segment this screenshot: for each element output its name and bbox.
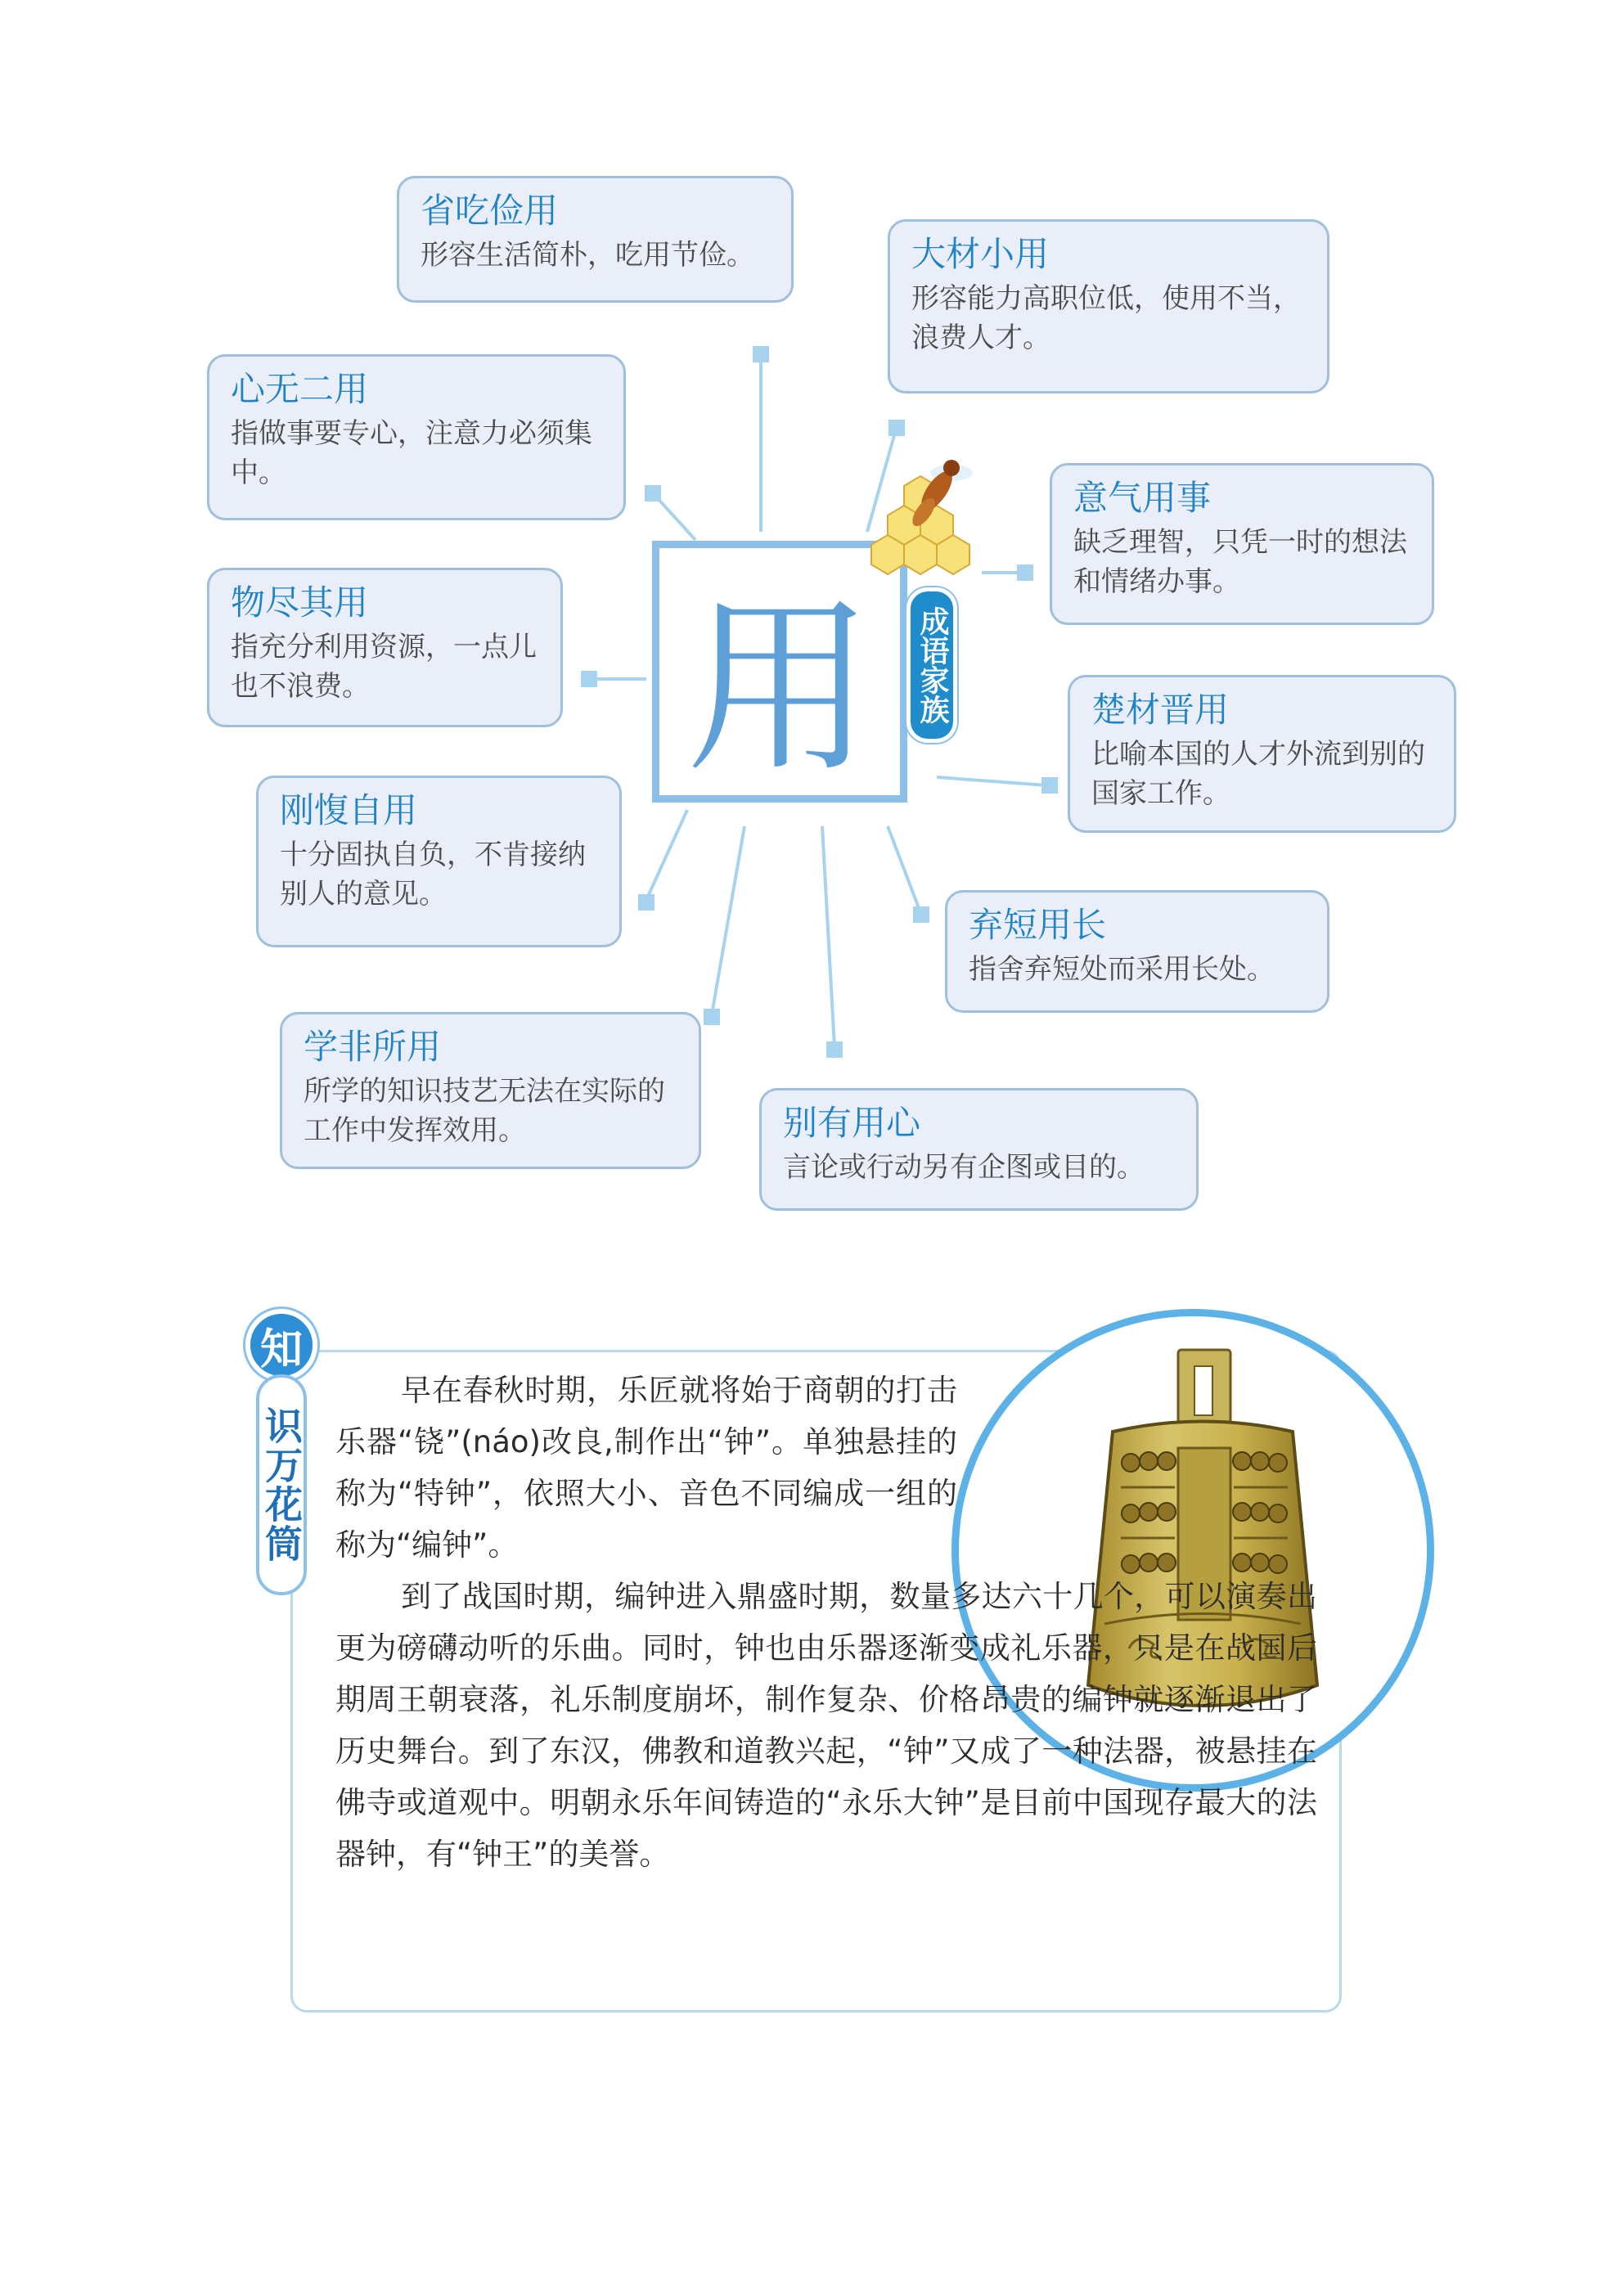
idiom-description: 所学的知识技艺无法在实际的工作中发挥效用。 — [304, 1075, 665, 1147]
idiom-title: 学非所用 — [304, 1027, 442, 1067]
idiom-description: 指舍弃短处而采用长处。 — [969, 953, 1275, 986]
idiom-card-bie-you-yong-xin — [759, 1088, 1199, 1211]
idiom-title: 别有用心 — [783, 1103, 921, 1143]
idiom-description: 形容生活简朴，吃用节俭。 — [421, 239, 754, 272]
honeycomb-bee-icon — [855, 442, 994, 597]
idiom-family-tag: 成语家族 — [906, 587, 957, 743]
idiom-description: 缺乏理智，只凭一时的想法和情绪办事。 — [1073, 526, 1407, 598]
line-gangbi — [646, 810, 687, 900]
idiom-card-xue-fei-suo-yong — [280, 1012, 701, 1169]
idiom-card-da-cai-xiao-yong — [888, 219, 1329, 393]
line-qiduan — [888, 826, 920, 912]
idiom-card-chu-cai-jin-yong — [1068, 675, 1456, 833]
idiom-card-sheng-chi-jian-yong — [397, 176, 794, 303]
line-xuefei — [712, 826, 745, 1014]
idiom-card-yi-qi-yong-shi — [1050, 463, 1434, 625]
idiom-title: 大材小用 — [911, 234, 1050, 274]
center-character: 用 — [685, 579, 874, 798]
idiom-title: 楚材晋用 — [1091, 690, 1230, 730]
idiom-description: 比喻本国的人才外流到别的国家工作。 — [1091, 738, 1425, 810]
idiom-card-gang-bi-zi-yong — [256, 776, 622, 947]
idiom-description: 指充分利用资源，一点儿也不浪费。 — [231, 631, 537, 703]
idiom-card-xin-wu-er-yong — [207, 354, 626, 520]
knowledge-paragraph-2: 到了战国时期，编钟进入鼎盛时期，数量多达六十几个，可以演奏出更为磅礴动听的乐曲。同时，钟也由乐器逐渐变成礼乐器，只是在战国后期周王朝衰落，礼乐制度崩坏，制作复杂、价格昂贵的编钟就逐渐退出了历史舞台。到了东汉，佛教和道教兴起，“钟”又成了一种法器，被悬挂在佛寺或道观中。明朝永乐年间铸造的“永乐大钟”是目前中国现存最大的法器钟，有“钟王”的美誉。 — [335, 1579, 1317, 1872]
idiom-card-wu-jin-qi-yong — [207, 568, 563, 727]
line-xinwu — [655, 495, 695, 540]
idiom-card-qi-duan-yong-chang — [945, 890, 1329, 1013]
idiom-title: 刚愎自用 — [280, 790, 418, 830]
badge-rest-text: 识万花筒 — [256, 1374, 307, 1595]
badge-first-char: 知 — [245, 1309, 317, 1381]
line-bieyou — [822, 826, 834, 1047]
idiom-title: 意气用事 — [1073, 478, 1212, 518]
idiom-title: 物尽其用 — [231, 582, 369, 623]
idiom-description: 指做事要专心，注意力必须集中。 — [231, 417, 592, 489]
idiom-description: 形容能力高职位低，使用不当，浪费人才。 — [911, 282, 1301, 354]
knowledge-kaleidoscope-badge — [245, 1309, 317, 1595]
line-chucai — [937, 777, 1047, 785]
idiom-description: 十分固执自负，不肯接纳别人的意见。 — [280, 839, 586, 911]
idiom-title: 心无二用 — [231, 369, 369, 409]
idiom-title: 弃短用长 — [969, 905, 1107, 945]
idiom-title: 省吃俭用 — [421, 191, 559, 231]
knowledge-paragraph-1: 早在春秋时期，乐匠就将始于商朝的打击乐器“铙”(náo)改良,制作出“钟”。单独悬挂的称为“特钟”，依照大小、音色不同编成一组的称为“编钟”。 — [335, 1373, 957, 1563]
idiom-description: 言论或行动另有企图或目的。 — [783, 1151, 1145, 1184]
